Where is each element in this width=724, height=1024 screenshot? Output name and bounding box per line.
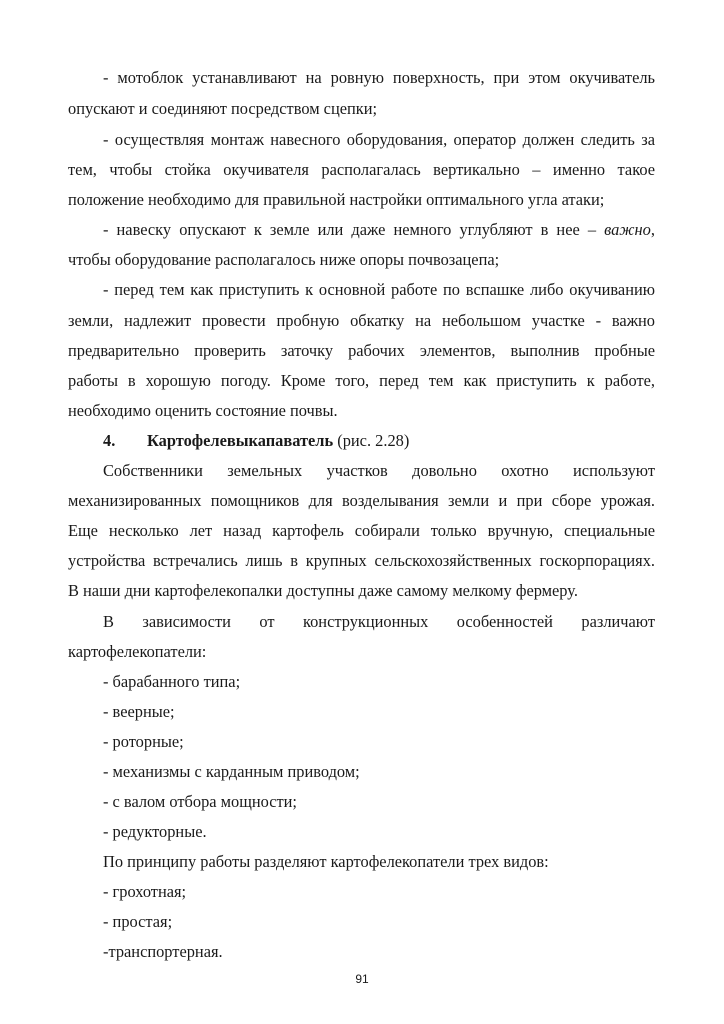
paragraph-line: - мотоблок устанавливают на ровную поверхность, при этом окучиватель bbox=[103, 68, 655, 87]
list-item: - с валом отбора мощности; bbox=[103, 792, 297, 811]
page-number: 91 bbox=[355, 972, 369, 986]
list-item: - простая; bbox=[103, 912, 173, 931]
emphasis-text: важно bbox=[604, 220, 651, 239]
paragraph-line: Собственники земельных участков довольно охотно используют bbox=[103, 461, 655, 480]
paragraph-line: работы в хорошую погоду. Кроме того, перед тем как приступить к работе, bbox=[68, 371, 655, 390]
heading-title: Картофелевыкапаватель bbox=[147, 431, 334, 450]
paragraph-line bbox=[103, 219, 655, 241]
paragraph-line: земли, надлежит провести пробную обкатку на небольшом участке - важно bbox=[68, 311, 655, 330]
paragraph-line: опускают и соединяют посредством сцепки; bbox=[68, 99, 378, 118]
figure-reference: (рис. 2.28) bbox=[333, 431, 410, 450]
list-item: - веерные; bbox=[103, 702, 175, 721]
list-item: - роторные; bbox=[103, 732, 184, 751]
section-heading bbox=[103, 430, 655, 452]
paragraph-line: чтобы оборудование располагалось ниже опоры почвозацепа; bbox=[68, 250, 500, 269]
paragraph-line: устройства встречались лишь в крупных сельскохозяйственных госкорпорациях. bbox=[68, 551, 655, 570]
list-item: - механизмы с карданным приводом; bbox=[103, 762, 360, 781]
paragraph-line: - перед тем как приступить к основной работе по вспашке либо окучиванию bbox=[103, 280, 655, 299]
paragraph-line: В наши дни картофелекопалки доступны даже самому мелкому фермеру. bbox=[68, 581, 578, 600]
paragraph-line: По принципу работы разделяют картофелекопатели трех видов: bbox=[103, 852, 549, 871]
paragraph-line: В зависимости от конструкционных особенностей различают bbox=[103, 612, 655, 631]
text-span: , bbox=[650, 220, 655, 239]
paragraph-line: предварительно проверить заточку рабочих элементов, выполнив пробные bbox=[68, 341, 655, 360]
paragraph-line: - осуществляя монтаж навесного оборудования, оператор должен следить за bbox=[103, 130, 655, 149]
text-span: - навеску опускают к земле или даже немного углубляют в нее – bbox=[103, 220, 605, 239]
paragraph-line: тем, чтобы стойка окучивателя располагалась вертикально – именно такое bbox=[68, 160, 655, 179]
paragraph-line: положение необходимо для правильной настройки оптимального угла атаки; bbox=[68, 190, 605, 209]
paragraph-line: Еще несколько лет назад картофель собирали только вручную, специальные bbox=[68, 521, 655, 540]
list-item: -транспортерная. bbox=[103, 942, 223, 961]
paragraph-line: картофелекопатели: bbox=[68, 642, 207, 661]
heading-number: 4. bbox=[103, 431, 116, 450]
list-item: - барабанного типа; bbox=[103, 672, 241, 691]
list-item: - редукторные. bbox=[103, 822, 207, 841]
paragraph-line: необходимо оценить состояние почвы. bbox=[68, 401, 338, 420]
list-item: - грохотная; bbox=[103, 882, 187, 901]
paragraph-line: механизированных помощников для возделывания земли и при сборе урожая. bbox=[68, 491, 655, 510]
